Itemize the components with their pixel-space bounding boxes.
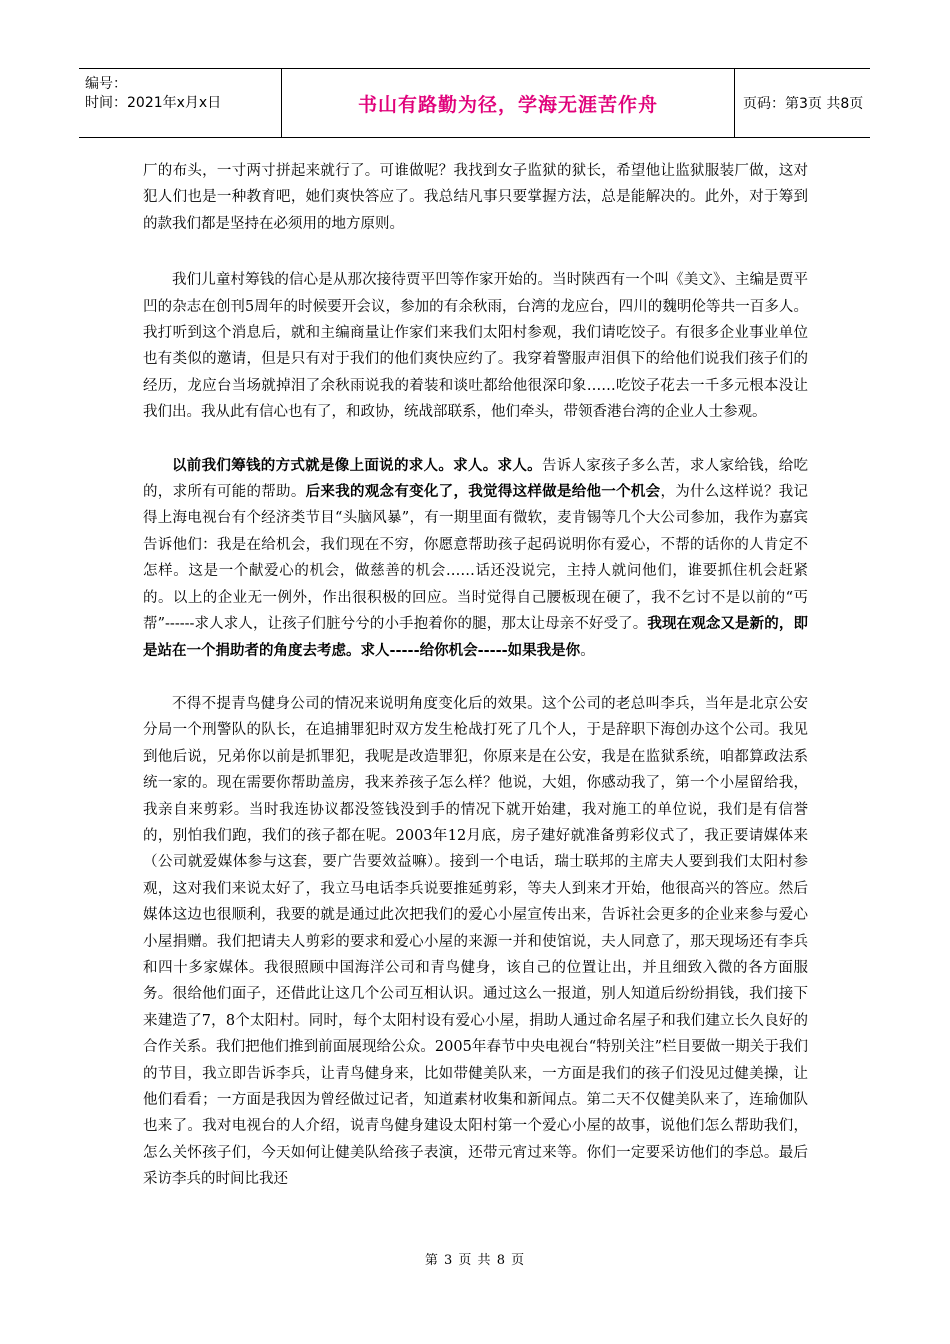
paragraph-3-text-1: 告诉人家孩子多么苦，求人家给钱，给吃的，求所有可能的帮助。 bbox=[143, 457, 809, 501]
bold-phrase-2: 后来我的观念有变化了，我觉得这样做是给他一个机会 bbox=[305, 483, 661, 501]
header-motto-cell bbox=[281, 69, 735, 137]
bold-phrase-1: 以前我们筹钱的方式就是像上面说的求人。求人。求人。 bbox=[172, 456, 542, 474]
paragraph-2: 我们儿童村筹钱的信心是从那次接待贾平凹等作家开始的。当时陕西有一个叫《美文》、主编是贾平凹的杂志在创刊5周年的时候要开会议，参加的有余秋雨，台湾的龙应台，四川的魏明伦等共一百多人。我打听到这个消息后，就和主编商量让作家们来我们太阳村参观，我们请吃饺子。有很多企业事业单位也有类似的邀请，但是只有对于我们的他们爽快应约了。我穿着警服声泪俱下的给他们说我们孩子们的经历，龙应台当场就掉泪了余秋雨说我的着装和谈吐都给他很深印象……吃饺子花去一千多元根本没让我们出。我从此有信心也有了，和政协，统战部联系，他们牵头，带领香港台湾的企业人士参观。 bbox=[143, 272, 808, 421]
page-footer: 第 3 页 共 8 页 bbox=[424, 1253, 526, 1268]
paragraph-1: 厂的布头，一寸两寸拼起来就行了。可谁做呢？我找到女子监狱的狱长，希望他让监狱服装厂做，这对犯人们也是一种教育吧，她们爽快答应了。我总结凡事只要掌握方法，总是能解决的。此外，对于筹到的款我们都是坚持在必须用的地方原则。 bbox=[143, 163, 808, 232]
paragraph-3 bbox=[143, 453, 808, 664]
page-header bbox=[79, 68, 870, 138]
header-left-cell bbox=[79, 69, 281, 137]
paragraph-3-text-2: ，为什么这样说？我记得上海电视台有个经济类节目“头脑风暴”，有一期里面有微软，麦肯锡等几个大公司参加，我作为嘉宾告诉他们：我是在给机会，我们现在不穷，你愿意帮助孩子起码说明你有爱心，不帮的话你的人肯定不怎样。这是一个献爱心的机会，做慈善的机会……话还没说完，主持人就问他们，谁要抓住机会赶紧的。以上的企业无一例外，作出很积极的回应。当时觉得自己腰板现在硬了，我不乞讨不是以前的“丐帮”------求人求人，让孩子们脏兮兮的小手抱着你的腿，那太让母亲不好受了。 bbox=[143, 484, 809, 633]
document-number-label: 编号： bbox=[85, 76, 127, 92]
document-body bbox=[143, 158, 808, 1193]
paragraph-4: 不得不提青鸟健身公司的情况来说明角度变化后的效果。这个公司的老总叫李兵，当年是北京公安分局一个刑警队的队长，在追捕罪犯时双方发生枪战打死了几个人，于是辞职下海创办这个公司。我见到他后说，兄弟你以前是抓罪犯，我呢是改造罪犯，你原来是在公安，我是在监狱系统，咱都算政法系统一家的。现在需要你帮助盖房，我来养孩子怎么样？他说，大姐，你感动我了，第一个小屋留给我，我亲自来剪彩。当时我连协议都没签钱没到手的情况下就开始建，我对施工的单位说，我们是有信誉的，别怕我们跑，我们的孩子都在呢。2003年12月底，房子建好就准备剪彩仪式了，我正要请媒体来（公司就爱媒体参与这套，要广告要效益嘛）。接到一个电话，瑞士联邦的主席夫人要到我们太阳村参观，这对我们来说太好了，我立马电话李兵说要推延剪彩，等夫人到来才开始，他很高兴的答应。然后媒体这边也很顺利，我要的就是通过此次把我们的爱心小屋宣传出来，告诉社会更多的企业来参与爱心小屋捐赠。我们把请夫人剪彩的要求和爱心小屋的来源一并和使馆说，夫人同意了，那天现场还有李兵和四十多家媒体。我很照顾中国海洋公司和青鸟健身，该自己的位置让出，并且细致入微的各方面服务。很给他们面子，还借此让这几个公司互相认识。通过这么一报道，别人知道后纷纷捐钱，我们接下来建造了7，8个太阳村。同时，每个太阳村设有爱心小屋，捐助人通过命名屋子和我们建立长久良好的合作关系。我们把他们推到前面展现给公众。2005年春节中央电视台“特别关注”栏目要做一期关于我们的节目，我立即告诉李兵，让青鸟健身来，比如带健美队来，一方面是我们的孩子们没见过健美操，让他们看看；一方面是我因为曾经做过记者，知道素材收集和新闻点。第二天不仅健美队来了，连瑜伽队也来了。我对电视台的人介绍，说青鸟健身建设太阳村第一个爱心小屋的故事，说他们怎么帮助我们，怎么关怀孩子们，今天如何让健美队给孩子表演，还带元宵过来等。你们一定要采访他们的李总。最后采访李兵的时间比我还 bbox=[143, 695, 808, 1188]
header-page-number: 页码：第3页 共8页 bbox=[743, 96, 864, 112]
header-page-cell bbox=[735, 69, 870, 137]
header-motto: 书山有路勤为径，学海无涯苦作舟 bbox=[357, 93, 658, 116]
bold-phrase-3: 我现在观念又是新的，即是站在一个捐助者的角度去考虑。求人-----给你机会-----如果我是你 bbox=[143, 615, 808, 659]
document-date-label: 时间：2021年x月x日 bbox=[85, 95, 222, 111]
paragraph-3-text-3: 。 bbox=[580, 642, 595, 659]
